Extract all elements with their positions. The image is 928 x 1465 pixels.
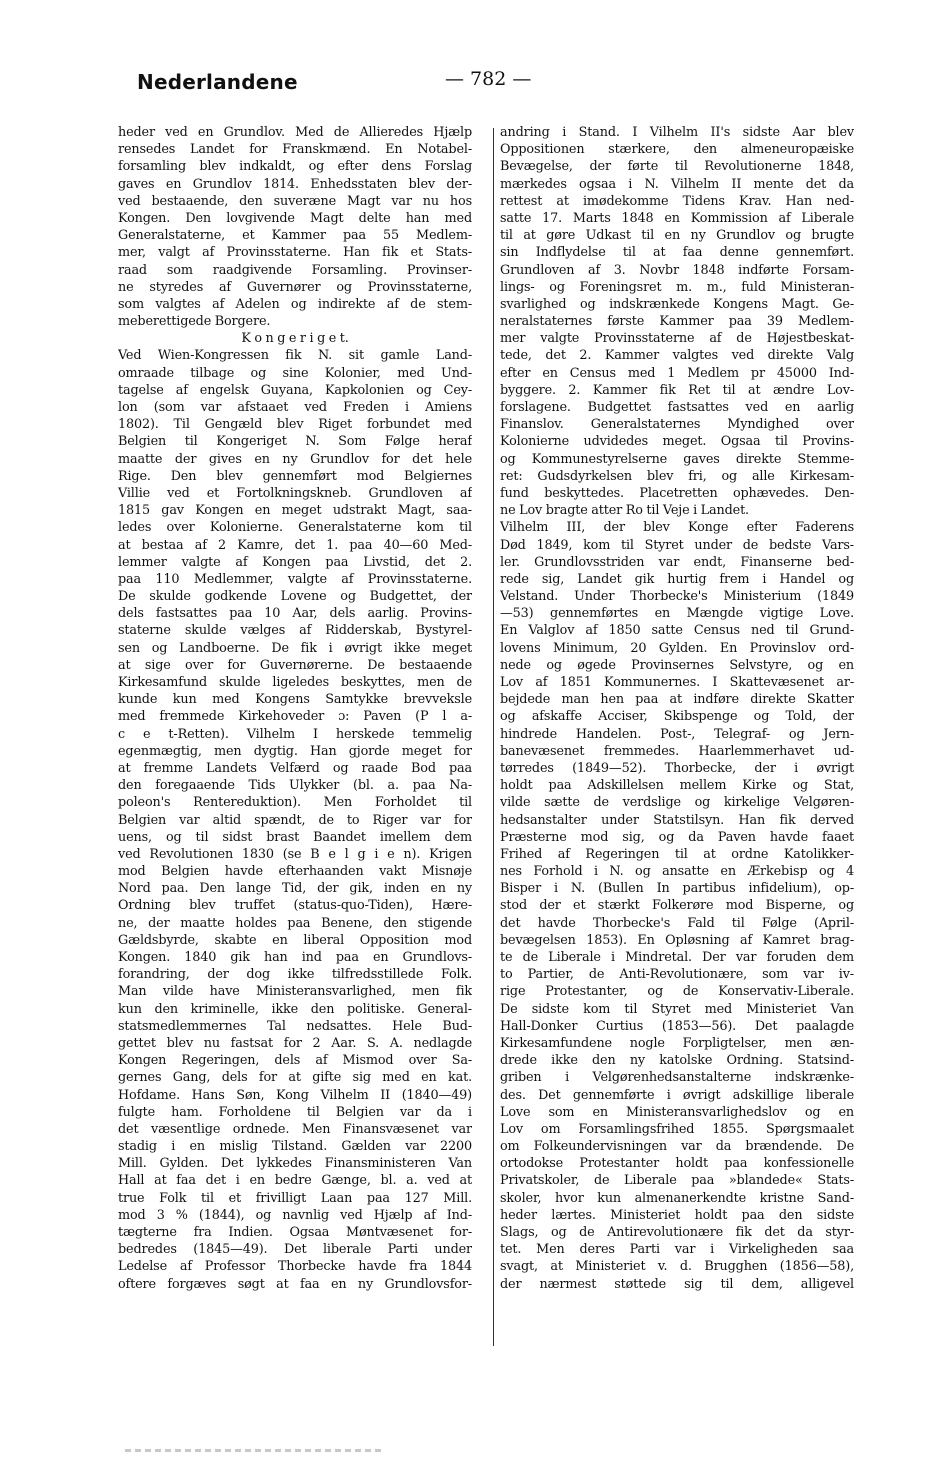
text-line: rede sig, Landet gik hurtig frem i Handel og <box>500 571 854 587</box>
text-line: Bisper i N. (Bullen In partibus infidelium), op- <box>500 881 854 897</box>
text-line: lon (som var afstaaet ved Freden i Amiens <box>118 400 472 415</box>
text-line: kun den kriminelle, ikke den politiske. General- <box>118 1001 472 1017</box>
text-line: Frihed af Regeringen til at ordne Katolikker- <box>500 846 854 862</box>
text-line: mod Belgien havde efterhaanden vakt Misnøje <box>118 864 472 880</box>
section-heading: K o n g e r i g e t. <box>241 331 349 347</box>
text-line: hedsanstalter under Statstilsyn. Han fik derved <box>500 812 854 828</box>
text-line: vilde sætte de verdslige og kirkelige Velgøren- <box>500 795 854 811</box>
text-line: det væsentlige ordnede. Men Finansvæsenet var <box>118 1121 472 1137</box>
text-line: ret: Gudsdyrkelsen blev fri, og alle Kirkesam- <box>500 468 854 484</box>
text-line: Død 1849, kom til Styret under de bedste Vars- <box>500 537 854 553</box>
text-line: Belgien til Kongeriget N. Som Følge heraf <box>118 434 472 450</box>
text-line: Generalstaterne, et Kammer paa 55 Medlem- <box>118 228 472 244</box>
text-line: staterne skulde vælges af Ridderskab, Bystyrel- <box>118 623 472 639</box>
text-line: ortodokse Protestanter holdt paa konfessionelle <box>500 1156 854 1172</box>
text-line: Velstand. Under Thorbecke's Ministerium (1849 <box>500 589 854 605</box>
text-line: maatte der gives en ny Grundlov for det hele <box>118 451 472 467</box>
text-line: tet. Men deres Parti var i Virkeligheden saa <box>500 1242 854 1258</box>
text-line: forandring, der dog ikke tilfredsstillede Folk. <box>118 967 472 983</box>
text-line: —53) gennemførtes en Mængde vigtige Love. <box>500 606 854 622</box>
text-line: gaves en Grundlov 1814. Enhedsstaten blev der- <box>118 176 472 192</box>
text-line: Kirkesamfund skulde ligeledes beskyttes, men de <box>118 675 472 690</box>
text-line: satte 17. Marts 1848 en Kommission af Liberale <box>500 210 854 226</box>
text-line: svagt, at Ministeriet v. d. Brugghen (1856—58), <box>500 1259 854 1275</box>
text-line: lovens Minimum, 20 Gylden. En Provinslov ord- <box>500 640 854 656</box>
text-line: ved bestaaende, den suveræne Magt var nu hos <box>118 193 472 209</box>
text-line: skoler, hvor kun almenanerkendte kristne Sand- <box>500 1190 854 1206</box>
text-line: bedredes (1845—49). Det liberale Parti under <box>118 1242 472 1258</box>
text-line: kunde kun med Kongens Samtykke brevveksle <box>118 692 472 708</box>
text-line: mer, valgt af Provinsstaterne. Han fik et Stats- <box>118 245 472 261</box>
text-line: Villie ved et Fortolkningskneb. Grundloven af <box>118 485 472 501</box>
text-line: andring i Stand. I Vilhelm II's sidste Aar blev <box>500 125 854 140</box>
text-line: Nord paa. Den lange Tid, der gik, inden en ny <box>118 881 472 897</box>
footer-print-mark <box>125 1449 385 1452</box>
text-line: tørredes (1849—52). Thorbecke, der i øvrigt <box>500 760 854 776</box>
text-line: ved Revolutionen 1830 (se B e l g i e n). Krigen <box>118 846 472 862</box>
right-text-column <box>500 124 854 1293</box>
text-line: og Kommunestyrelserne gaves direkte Stemme- <box>500 451 854 467</box>
text-line: stadig i en mislig Tilstand. Gælden var 2200 <box>118 1139 472 1155</box>
text-line: stod der et stærkt Folkerøre mod Bisperne, og <box>500 898 854 914</box>
text-line: nede og øgede Provinsernes Selvstyre, og en <box>500 657 854 673</box>
text-line: rige Protestanter, og de Konservativ-Liberale. <box>500 984 854 1000</box>
text-line: ledes over Kolonierne. Generalstaterne kom til <box>118 520 472 536</box>
text-line: efter en Census med 1 Medlem pr 45000 Ind- <box>500 365 854 381</box>
text-line: Ordning blev truffet (status-quo-Tiden), Hære- <box>118 898 472 914</box>
text-line: gernes Gang, dels for at gifte sig med en kat. <box>118 1070 472 1086</box>
text-line: Rige. Den blev gennemført mod Belgiernes <box>118 468 472 484</box>
text-line: meberettigede Borgere. <box>118 314 271 330</box>
text-line: drede ikke den ny katolske Ordning. Statsind- <box>500 1053 854 1069</box>
text-line: Man vilde have Ministeransvarlighed, men fik <box>118 984 472 1000</box>
text-line: Kongen Regeringen, dels af Mismod over Sa- <box>118 1053 472 1069</box>
text-line: Kirkesamfundene nogle Forpligtelser, men æn- <box>500 1035 854 1051</box>
text-line: heder lærtes. Ministeriet holdt paa den sidste <box>500 1207 854 1223</box>
text-line: egenmægtig, men dygtig. Han gjorde meget for <box>118 743 472 759</box>
text-line: Slags, og de Antirevolutionære fik det da styr- <box>500 1225 854 1240</box>
text-line: fulgte ham. Forholdene til Belgien var da i <box>118 1104 472 1120</box>
text-line: den foregaaende Tids Ulykker (bl. a. paa Na- <box>118 778 472 794</box>
text-line: lings- og Foreningsret m. m., fuld Ministeran- <box>500 279 854 295</box>
text-line: Belgien var altid spændt, de to Riger var for <box>118 812 472 828</box>
text-line: Hall at faa det i en bedre Gænge, bl. a. ved at <box>118 1173 472 1189</box>
text-line: te de Liberale i Mindretal. Der var foruden dem <box>500 950 854 965</box>
text-line: Lov om Forsamlingsfrihed 1855. Spørgsmaalet <box>500 1121 854 1137</box>
text-line: Finanslov. Generalstaternes Myndighed over <box>500 417 854 433</box>
text-line: Kolonierne udvidedes meget. Ogsaa til Provins- <box>500 434 854 450</box>
text-line: paa 110 Medlemmer, valgte af Provinsstaterne. <box>118 571 472 587</box>
text-line: Mill. Gylden. Det lykkedes Finansministeren Van <box>118 1156 472 1172</box>
text-line: Ledelse af Professor Thorbecke havde fra 1844 <box>118 1259 472 1275</box>
text-line: Oppositionen stærkere, den almeneuropæiske <box>500 142 854 158</box>
text-line: forslagene. Budgettet fastsattes ved en aarlig <box>500 400 854 415</box>
text-line: holdt paa Adskillelsen mellem Kirke og Stat, <box>500 778 854 794</box>
text-line: sen og Landboerne. De fik i øvrigt ikke meget <box>118 640 472 656</box>
text-line: til at gøre Udkast til en ny Grundlov og brugte <box>500 228 854 244</box>
text-line: rettest at imødekomme Tidens Krav. Han ned- <box>500 193 854 209</box>
left-text-column <box>118 124 472 1293</box>
text-line: ler. Grundlovsstriden var endt, Finanserne bed- <box>500 554 854 570</box>
text-line: nes Forhold i N. og ansatte en Ærkebisp og 4 <box>500 864 854 880</box>
text-line: Love som en Ministeransvarlighedslov og en <box>500 1104 854 1120</box>
text-line: med fremmede Kirkehoveder ɔ: Paven (P l a- <box>118 709 472 725</box>
text-line: tagelse af engelsk Guyana, Kapkolonien og Cey- <box>118 382 472 398</box>
text-line: byggere. 2. Kammer fik Ret til at ændre Lov- <box>500 382 854 398</box>
text-line: tægterne fra Indien. Ogsaa Møntvæsenet for- <box>118 1225 472 1240</box>
text-line: to Partier, de Anti-Revolutionære, som var iv- <box>500 967 854 983</box>
text-line: poleon's Rentereduktion). Men Forholdet til <box>118 795 472 811</box>
text-line: heder ved en Grundlov. Med de Allieredes Hjælp <box>118 125 472 140</box>
text-line: Bevægelse, der førte til Revolutionerne 1848, <box>500 159 854 175</box>
text-line: fund beskyttedes. Placetretten ophævedes. Den- <box>500 485 854 501</box>
text-line: ne Lov bragte atter Ro til Veje i Landet. <box>500 503 749 519</box>
text-line: lemmer valgte af Kongen paa Livstid, det 2. <box>118 554 472 570</box>
text-line: Ved Wien-Kongressen fik N. sit gamle Land- <box>118 348 472 364</box>
text-line: sin Indflydelse til at faa denne gennemført. <box>500 245 854 261</box>
text-line: at sige over for Guvernørerne. De bestaaende <box>118 657 472 673</box>
text-line: som valgtes af Adelen og indirekte af de stem- <box>118 296 472 312</box>
text-line: true Folk til et frivilligt Laan paa 127 Mill. <box>118 1190 472 1206</box>
text-line: ne styredes af Guvernører og Provinsstaterne, <box>118 279 472 295</box>
text-line: rensedes Landet for Franskmænd. En Notabel- <box>118 142 472 158</box>
text-line: Hall-Donker Curtius (1853—56). Det paalagde <box>500 1018 854 1034</box>
text-line: omraade tilbage og sine Kolonier, med Und- <box>118 365 472 381</box>
text-line: griben i Velgørenhedsanstalterne indskrænke- <box>500 1070 854 1086</box>
column-divider <box>493 128 494 1346</box>
text-line: Grundloven af 3. Novbr 1848 indførte Forsam- <box>500 262 854 278</box>
text-line: og afskaffe Acciser, Skibspenge og Told, der <box>500 709 854 725</box>
text-line: oftere forgæves søgt at faa en ny Grundlovsfor- <box>118 1276 472 1292</box>
text-line: Gældsbyrde, skabte en liberal Opposition mod <box>118 932 472 948</box>
text-line: dels fastsattes paa 10 Aar, dels aarlig. Provins- <box>118 606 472 622</box>
text-line: det havde Thorbecke's Fald til Følge (April- <box>500 915 854 931</box>
text-line: mod 3 % (1844), og navnlig ved Hjælp af Ind- <box>118 1207 472 1223</box>
text-line: Kongen. 1840 gik han ind paa en Grundlovs- <box>118 950 472 965</box>
text-line: raad som raadgivende Forsamling. Provinser- <box>118 262 472 278</box>
running-title: Nederlandene <box>137 70 298 94</box>
text-line: c e t-Retten). Vilhelm I herskede temmelig <box>118 726 472 742</box>
text-line: mærkedes ogsaa i N. Vilhelm II mente det da <box>500 176 854 192</box>
text-line: Privatskoler, de Liberale paa »blandede« Stats- <box>500 1173 854 1189</box>
text-line: gettet blev nu fastsat for 2 Aar. S. A. nedlagde <box>118 1035 472 1051</box>
text-line: tede, det 2. Kammer valgtes ved direkte Valg <box>500 348 854 364</box>
text-line: ne, der maatte holdes paa Benene, den stigende <box>118 915 472 931</box>
page-number: — 782 — <box>445 68 532 90</box>
text-line: Vilhelm III, der blev Konge efter Faderens <box>500 520 854 536</box>
text-line: at fremme Landets Velfærd og raade Bod paa <box>118 760 472 776</box>
text-line: des. Det gennemførte i øvrigt adskillige liberale <box>500 1087 854 1103</box>
text-line: om Folkeundervisningen var da brændende. De <box>500 1139 854 1155</box>
text-line: at bestaa af 2 Kamre, det 1. paa 40—60 Med- <box>118 537 472 553</box>
text-line: Kongen. Den lovgivende Magt delte han med <box>118 210 472 226</box>
text-line: 1802). Til Gengæld blev Riget forbundet med <box>118 417 472 433</box>
text-line: En Valglov af 1850 satte Census ned til Grund- <box>500 623 854 639</box>
text-line: 1815 gav Kongen en meget udstrakt Magt, saa- <box>118 503 472 519</box>
text-line: Lov af 1851 Kommunernes. I Skattevæsenet ar- <box>500 675 854 690</box>
text-line: bejdede man hen paa at indføre direkte Skatter <box>500 692 854 708</box>
text-line: Præsterne mod sig, og da Paven havde faaet <box>500 829 854 845</box>
text-line: Hofdame. Hans Søn, Kong Vilhelm II (1840—49) <box>118 1087 472 1103</box>
text-line: forsamling blev indkaldt, og efter dens Forslag <box>118 159 472 175</box>
text-line: De sidste kom til Styret med Ministeriet Van <box>500 1001 854 1017</box>
text-line: neralstaternes første Kammer paa 39 Medlem- <box>500 314 854 330</box>
text-line: statsmedlemmernes Tal nedsattes. Hele Bud- <box>118 1018 472 1034</box>
text-line: der nærmest støttede sig til dem, alligevel <box>500 1276 854 1292</box>
text-line: uens, og til sidst brast Baandet imellem dem <box>118 829 472 845</box>
text-line: hindrede Handelen. Post-, Telegraf- og Jern- <box>500 726 854 742</box>
text-line: banevæsenet fremmedes. Haarlemmerhavet ud- <box>500 743 854 759</box>
text-line: bevægelsen 1853). En Opløsning af Kamret brag- <box>500 932 854 948</box>
text-line: svarlighed og indskrænkede Kongens Magt. Ge- <box>500 296 854 312</box>
text-line: De skulde godkende Lovene og Budgettet, der <box>118 589 472 605</box>
text-line: mer valgte Provinsstaterne af de Højestbeskat- <box>500 331 854 347</box>
